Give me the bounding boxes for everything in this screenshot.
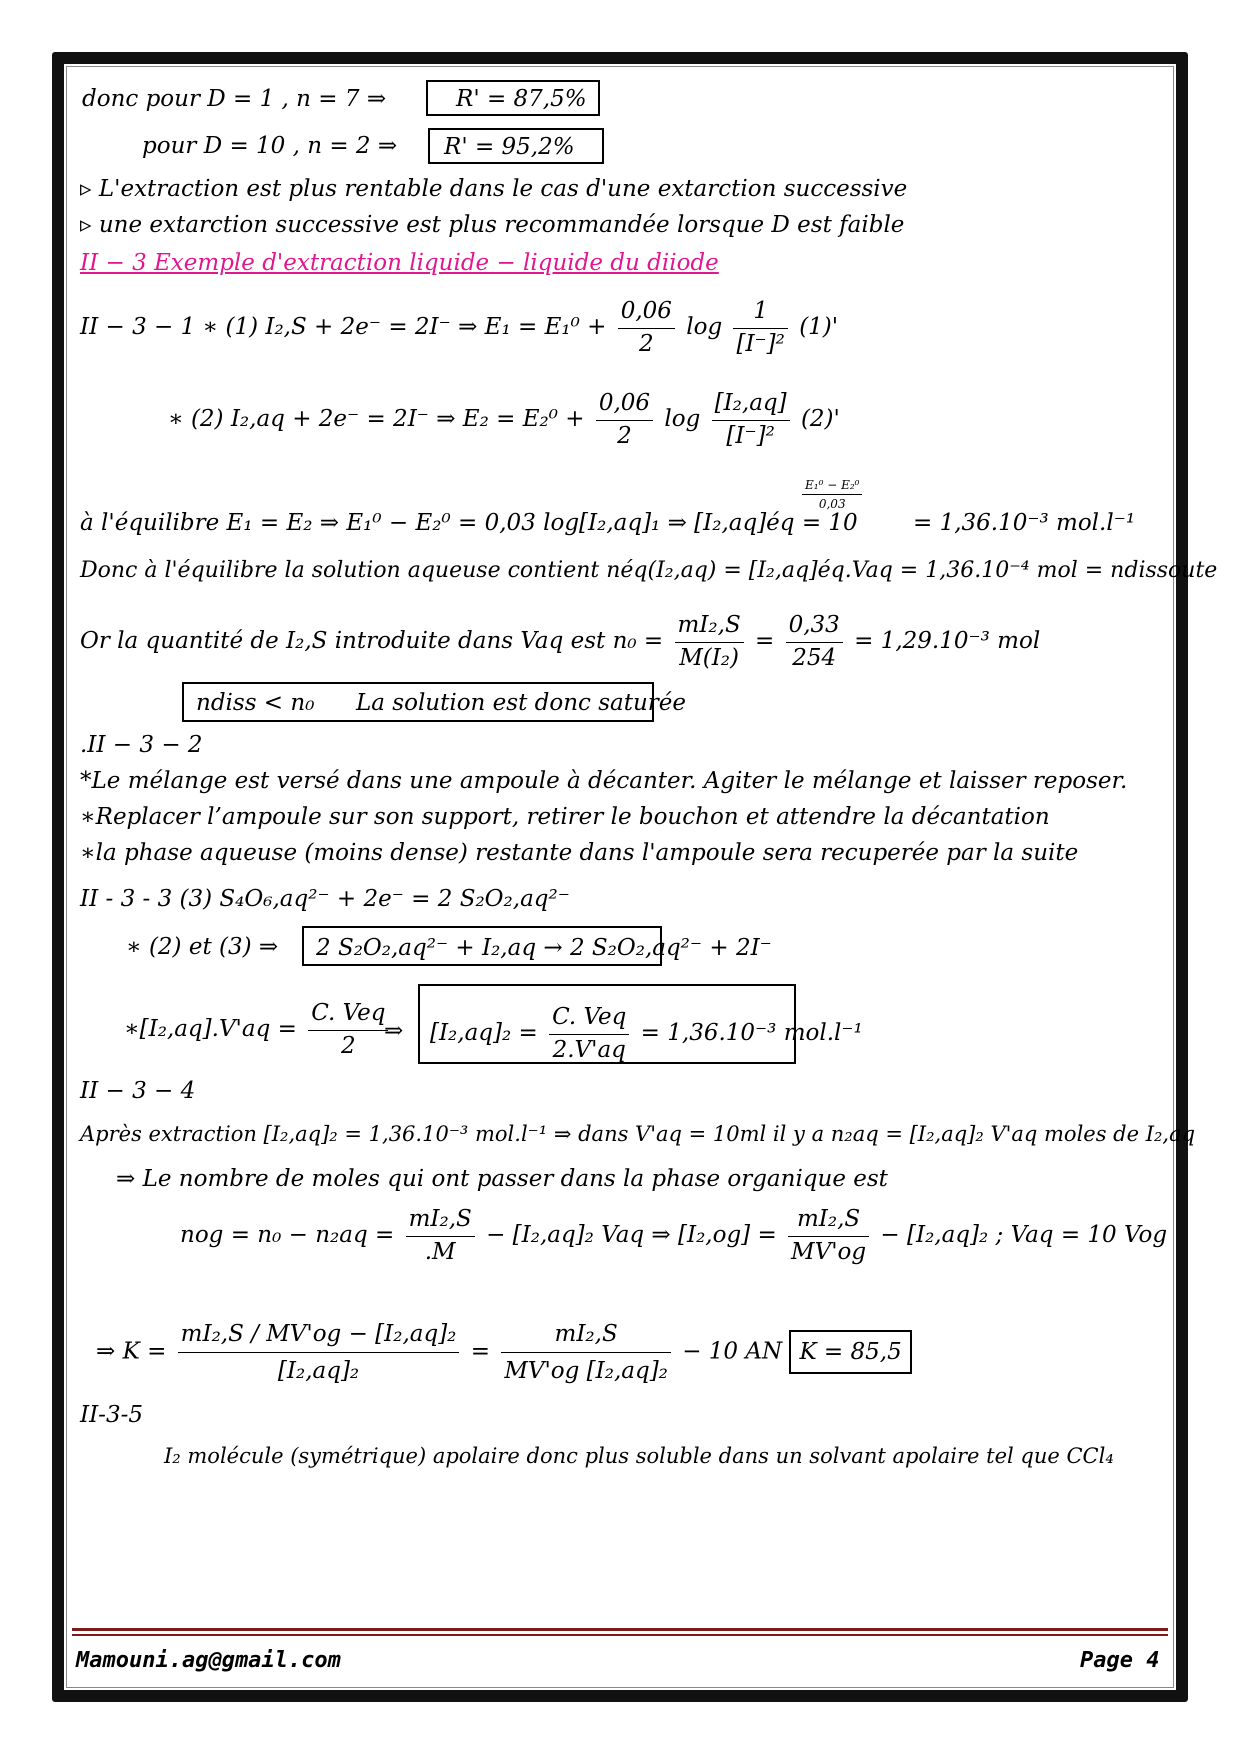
initial-frac-1 xyxy=(675,612,744,672)
initial-frac-1-den: M(I₂) xyxy=(679,644,740,671)
exponent-den: 0,03 xyxy=(818,497,846,511)
n-og-middle: − [I₂,aq]₂ Vaq ⇒ [I₂,og] = xyxy=(486,1222,777,1249)
titration-result xyxy=(430,1004,863,1064)
text-extraction-rentable: ▹ L'extraction est plus rentable dans le cas d'une extarction successive xyxy=(80,176,908,202)
after-extraction: Après extraction [I₂,aq]₂ = 1,36.10⁻³ mol.l⁻¹ ⇒ dans V'aq = 10ml il y a n₂aq = [I₂,aq]₂ V'aq moles de I₂,aq xyxy=(80,1122,1196,1146)
initial-frac-2 xyxy=(786,612,843,672)
equation-1-coef-num: 0,06 xyxy=(618,298,675,329)
iodine-solubility: I₂ molécule (symétrique) apolaire donc plus soluble dans un solvant apolaire tel que CCl₄ xyxy=(164,1444,1114,1468)
k-frac-2-den: MV'og [I₂,aq]₂ xyxy=(504,1358,668,1385)
titration-result-lhs: [I₂,aq]₂ = xyxy=(430,1020,538,1047)
k-frac-1 xyxy=(178,1318,460,1387)
exponent-num: E₁⁰ − E₂⁰ xyxy=(802,478,862,495)
initial-result: = 1,29.10⁻³ mol xyxy=(854,628,1041,655)
titration-line xyxy=(124,1000,392,1060)
n-og-frac-2 xyxy=(788,1206,869,1266)
reaction-box xyxy=(302,926,772,966)
titration-implies: ⇒ xyxy=(384,1018,404,1044)
k-text: ⇒ K = xyxy=(96,1338,167,1365)
combine-label: ∗ (2) et (3) ⇒ xyxy=(126,934,279,960)
k-result: K = 85,5 xyxy=(799,1338,902,1365)
saturation-box xyxy=(182,682,687,722)
k-equation xyxy=(96,1318,912,1387)
exponent-frac xyxy=(802,478,862,511)
result-box-d1 xyxy=(426,80,600,116)
equation-1-coef xyxy=(618,298,675,358)
equation-1-frac-den: [I⁻]² xyxy=(736,330,785,357)
n-og-equation xyxy=(180,1206,1167,1266)
initial-quantity xyxy=(80,612,1040,672)
equilibrium-text: à l'équilibre E₁ = E₂ ⇒ E₁⁰ − E₂⁰ = 0,03 log[I₂,aq]₁ ⇒ [I₂,aq]éq = 10 xyxy=(80,510,858,536)
result-d10: R' = 95,2% xyxy=(444,134,575,160)
titration-result-box xyxy=(418,984,863,1064)
k-eq: = xyxy=(470,1338,490,1365)
equation-2-text: ∗ (2) I₂,aq + 2e⁻ = 2I⁻ ⇒ E₂ = E₂⁰ + xyxy=(168,406,585,433)
equation-2-frac-num: [I₂,aq] xyxy=(712,390,790,421)
titration-frac xyxy=(308,1000,388,1060)
equation-2-coef-den: 2 xyxy=(617,422,632,449)
footer-rule-top xyxy=(72,1628,1168,1631)
footer-rule-bottom xyxy=(72,1634,1168,1636)
reaction-equation: 2 S₂O₂,aq²⁻ + I₂,aq → 2 S₂O₂,aq²⁻ + 2I⁻ xyxy=(316,935,772,961)
equation-1-label: (1)' xyxy=(799,314,839,341)
text-extraction-recommandee: ▹ une extarction successive est plus recommandée lorsque D est faible xyxy=(80,212,905,238)
equilibrium-line xyxy=(80,512,1135,535)
initial-frac-2-num: 0,33 xyxy=(786,612,843,643)
quantity-dissolved: Donc à l'équilibre la solution aqueuse contient néq(I₂,aq) = [I₂,aq]éq.Vaq = 1,36.10⁻⁴ mol = ndissoute xyxy=(80,558,1218,583)
n-og-frac-1-den: .M xyxy=(424,1238,456,1265)
titration-frac-num: C. Veq xyxy=(308,1000,388,1031)
titration-result-value: = 1,36.10⁻³ mol.l⁻¹ xyxy=(640,1020,863,1047)
equation-2 xyxy=(168,390,840,450)
saturation-conclusion: La solution est donc saturée xyxy=(356,690,687,716)
equation-2-coef xyxy=(596,390,653,450)
titration-frac-den: 2 xyxy=(341,1032,356,1059)
n-og-frac-1 xyxy=(406,1206,475,1266)
equation-1-frac xyxy=(733,298,787,358)
step-decant: *Le mélange est versé dans une ampoule à décanter. Agiter le mélange et laisser reposer. xyxy=(80,768,1128,794)
equation-1-log: log xyxy=(686,314,723,341)
k-tail: − 10 AN xyxy=(682,1338,783,1365)
heading-II-3-4: II − 3 − 4 xyxy=(80,1078,196,1104)
k-frac-2-num: mI₂,S xyxy=(501,1318,671,1353)
initial-frac-1-num: mI₂,S xyxy=(675,612,744,643)
step-replace: ∗Replacer l’ampoule sur son support, retirer le bouchon et attendre la décantation xyxy=(80,804,1050,830)
initial-eq: = xyxy=(755,628,775,655)
initial-frac-2-den: 254 xyxy=(792,644,837,671)
n-og-text: nog = n₀ − n₂aq = xyxy=(180,1222,395,1249)
equation-1-text: II − 3 − 1 ∗ (1) I₂,S + 2e⁻ = 2I⁻ ⇒ E₁ = E₁⁰ + xyxy=(80,314,607,341)
line-d1: donc pour D = 1 , n = 7 ⇒ xyxy=(82,86,387,112)
section-title: II − 3 Exemple d'extraction liquide − liquide du diiode xyxy=(80,250,719,276)
line-d10: pour D = 10 , n = 2 ⇒ xyxy=(142,133,398,159)
titration-result-frac xyxy=(549,1004,629,1064)
equation-3: II - 3 - 3 (3) S₄O₆,aq²⁻ + 2e⁻ = 2 S₂O₂,aq²⁻ xyxy=(80,886,570,912)
initial-quantity-text: Or la quantité de I₂,S introduite dans Vaq est n₀ = xyxy=(80,628,664,655)
equation-1 xyxy=(80,298,838,358)
n-og-frac-2-den: MV'og xyxy=(791,1238,867,1265)
heading-II-3-2: .II − 3 − 2 xyxy=(80,732,203,758)
n-og-frac-1-num: mI₂,S xyxy=(406,1206,475,1237)
n-og-end: − [I₂,aq]₂ ; Vaq = 10 Vog xyxy=(880,1222,1168,1249)
footer-page-number: Page 4 xyxy=(1080,1648,1160,1673)
titration-result-den: 2.V'aq xyxy=(552,1036,626,1063)
k-frac-1-den: [I₂,aq]₂ xyxy=(277,1358,360,1385)
saturation-compare: ndiss < n₀ xyxy=(196,690,315,716)
equilibrium-result: = 1,36.10⁻³ mol.l⁻¹ xyxy=(905,510,1136,536)
equation-2-label: (2)' xyxy=(800,406,840,433)
equation-2-frac xyxy=(712,390,790,450)
equation-2-log: log xyxy=(664,406,701,433)
heading-II-3-5: II-3-5 xyxy=(80,1402,143,1428)
result-d1: R' = 87,5% xyxy=(456,86,587,112)
titration-text: ∗[I₂,aq].V'aq = xyxy=(124,1016,297,1043)
k-frac-2 xyxy=(501,1318,671,1387)
equation-1-coef-den: 2 xyxy=(638,330,654,357)
footer-email: Mamouni.ag@gmail.com xyxy=(76,1648,341,1673)
equation-1-frac-num: 1 xyxy=(733,298,787,329)
equation-2-coef-num: 0,06 xyxy=(596,390,653,421)
k-frac-1-num: mI₂,S / MV'og − [I₂,aq]₂ xyxy=(178,1318,460,1353)
n-og-frac-2-num: mI₂,S xyxy=(788,1206,869,1237)
moles-organic: ⇒ Le nombre de moles qui ont passer dans la phase organique est xyxy=(116,1166,888,1192)
step-aqueous: ∗la phase aqueuse (moins dense) restante dans l'ampoule sera recuperée par la suite xyxy=(80,840,1079,866)
k-result-box xyxy=(789,1330,911,1374)
result-box-d10 xyxy=(428,128,604,164)
titration-result-num: C. Veq xyxy=(549,1004,629,1035)
equation-2-frac-den: [I⁻]² xyxy=(726,422,775,449)
